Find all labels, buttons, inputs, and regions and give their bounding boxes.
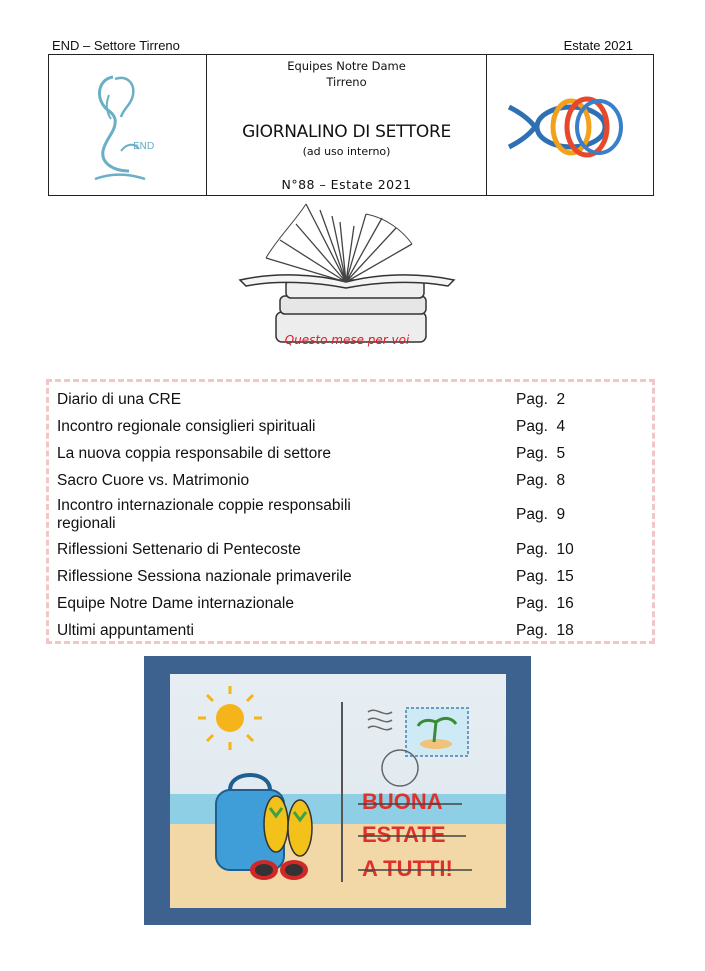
toc-page: Pag. 5 (516, 444, 566, 462)
book-stack-icon (236, 200, 458, 358)
masthead (48, 54, 654, 196)
postcard-line-1: BUONA (362, 789, 443, 814)
books-caption: Questo mese per voi (284, 333, 410, 347)
header-season: Estate 2021 (563, 38, 633, 53)
toc-row[interactable] (57, 563, 644, 590)
toc-title: Riflessione Sessiona nazionale primaverile (57, 567, 352, 585)
org-region: Tirreno (326, 75, 367, 89)
end-madonna-logo-icon (49, 55, 205, 195)
svg-text:END: END (133, 141, 155, 152)
toc-row[interactable] (57, 467, 644, 494)
toc-page: Pag. 8 (516, 471, 566, 489)
toc-page: Pag. 18 (516, 621, 574, 639)
postcard-illustration (144, 656, 531, 925)
toc-title: Ultimi appuntamenti (57, 621, 194, 639)
toc-page: Pag. 16 (516, 594, 574, 612)
toc-page: Pag. 9 (516, 506, 566, 523)
masthead-left-cell (49, 55, 207, 195)
toc-row[interactable] (57, 413, 644, 440)
table-of-contents (46, 379, 655, 644)
sun-icon (216, 704, 244, 732)
toc-row[interactable] (57, 536, 644, 563)
ichthys-rings-logo-icon (487, 55, 653, 195)
summer-postcard (144, 656, 531, 925)
toc-row[interactable] (57, 440, 644, 467)
books-illustration (236, 200, 458, 358)
header-sector: END – Settore Tirreno (52, 38, 180, 53)
toc-page: Pag. 15 (516, 567, 574, 585)
toc-title: La nuova coppia responsabile di settore (57, 444, 332, 462)
toc-title: Equipe Notre Dame internazionale (57, 594, 294, 612)
toc-row[interactable] (57, 617, 644, 644)
toc-title: Incontro internazionale coppie responsabili regionali (57, 497, 351, 532)
toc-page: Pag. 10 (516, 540, 574, 558)
org-name: Equipes Notre Dame (287, 59, 406, 73)
postcard-line-3: A TUTTI! (362, 856, 453, 881)
masthead-title-cell (207, 55, 487, 195)
masthead-right-cell (487, 55, 653, 195)
toc-title: Riflessioni Settenario di Pentecoste (57, 540, 301, 558)
flipflop-icon (264, 796, 288, 852)
newsletter-subtitle: (ad uso interno) (302, 145, 391, 158)
issue-number: N°88 – Estate 2021 (281, 177, 412, 192)
newsletter-title: GIORNALINO DI SETTORE (242, 122, 451, 142)
toc-row[interactable] (57, 494, 644, 536)
toc-page: Pag. 4 (516, 417, 566, 435)
toc-row[interactable] (57, 386, 644, 413)
toc-title: Sacro Cuore vs. Matrimonio (57, 471, 250, 489)
toc-title: Diario di una CRE (57, 390, 182, 408)
toc-title: Incontro regionale consiglieri spirituali (57, 417, 316, 435)
toc-page: Pag. 2 (516, 390, 566, 408)
toc-row[interactable] (57, 590, 644, 617)
postcard-line-2: ESTATE (362, 822, 446, 847)
